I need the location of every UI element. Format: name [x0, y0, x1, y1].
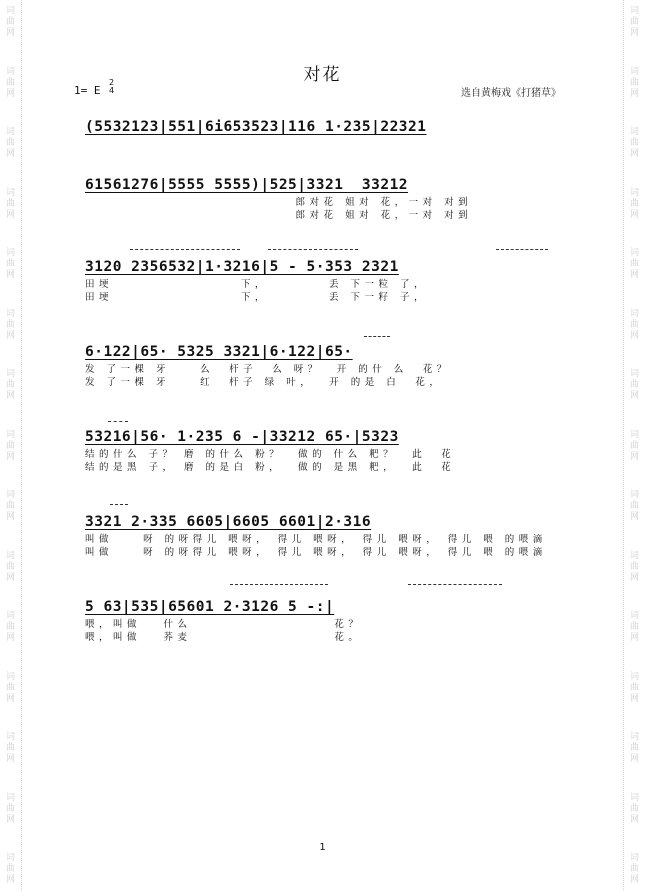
- key-signature: 1= E: [74, 84, 101, 97]
- lyric-verse-2: 结的是黑 子， 磨 的是白 粉， 做的 是黑 粑， 此 花: [85, 462, 456, 473]
- watermark-char: 网: [5, 512, 15, 522]
- watermark-char: 曲: [5, 198, 15, 209]
- slur-mark: [364, 336, 390, 337]
- lyric-verse-1: 发 了一棵 牙 么 杆子 么 呀？ 开 的什 么 花？: [85, 364, 451, 375]
- watermark-char: 网: [629, 149, 639, 159]
- watermark-unit: [624, 490, 645, 522]
- watermark-char: 曲: [629, 138, 639, 148]
- watermark-char: 词: [5, 6, 15, 16]
- watermark-char: 曲: [5, 803, 15, 814]
- watermark-char: 词: [629, 187, 639, 198]
- watermark-char: 词: [629, 732, 639, 742]
- watermark-unit: [0, 611, 21, 643]
- watermark-char: 词: [5, 732, 15, 742]
- watermark-char: 曲: [629, 259, 639, 269]
- staff-system-4: [85, 341, 570, 389]
- slur-mark: [268, 249, 358, 250]
- watermark-unit: [0, 853, 21, 885]
- watermark-char: 词: [5, 187, 15, 198]
- watermark-char: 网: [5, 572, 15, 583]
- watermark-char: 网: [5, 754, 15, 764]
- watermark-char: 曲: [629, 864, 639, 874]
- watermark-unit: [624, 853, 645, 885]
- watermark-unit: [0, 248, 21, 280]
- lyric-verse-1: 叫做 呀 的呀得儿 喂呀， 得儿 喂呀， 得儿 喂呀， 得儿 喂 的喂滴: [85, 534, 547, 545]
- watermark-char: 曲: [629, 198, 639, 209]
- watermark-char: 曲: [5, 743, 15, 753]
- watermark-char: 词: [5, 127, 15, 137]
- watermark-char: 网: [5, 875, 15, 885]
- watermark-char: 曲: [629, 501, 639, 511]
- watermark-char: 网: [5, 149, 15, 159]
- lyric-verse-1: 结的什么 子？ 磨 的什么 粉？ 做的 什么 粑？ 此 花: [85, 449, 456, 460]
- notation-line: 3120 2356532|1·3216|5 - 5·353 2321: [85, 259, 399, 275]
- notation-line: 3321 2·335 6605|6605 6601|2·316: [85, 514, 372, 530]
- watermark-char: 曲: [5, 561, 15, 572]
- watermark-unit: [624, 611, 645, 643]
- slur-mark: [110, 504, 128, 505]
- notation-line: 61561276|5555 5555)|525|3321 33212: [85, 177, 409, 193]
- song-title: 对花: [303, 65, 342, 85]
- watermark-unit: [0, 490, 21, 522]
- watermark-unit: [624, 430, 645, 462]
- watermark-char: 网: [629, 209, 639, 220]
- watermark-char: 网: [5, 633, 15, 643]
- watermark-char: 曲: [629, 682, 639, 693]
- watermark-char: 曲: [629, 380, 639, 390]
- watermark-unit: [0, 127, 21, 159]
- watermark-unit: [624, 127, 645, 159]
- watermark-char: 词: [629, 429, 639, 440]
- watermark-char: 网: [5, 28, 15, 38]
- slur-mark: [408, 584, 502, 585]
- page-number: 1: [319, 842, 326, 853]
- watermark-char: 词: [5, 671, 15, 682]
- watermark-char: 词: [5, 490, 15, 500]
- notation-line: 6·122|65· 5325 3321|6·122|65·: [85, 344, 353, 360]
- watermark-char: 网: [5, 693, 15, 704]
- time-signature-bottom: 4: [109, 86, 115, 95]
- staff-system-2: [85, 174, 570, 222]
- watermark-char: 曲: [629, 77, 639, 88]
- watermark-char: 曲: [5, 17, 15, 27]
- lyric-verse-2: 发 了一棵 牙 红 杆子 绿 叶， 开 的是 白 花，: [85, 377, 444, 388]
- watermark-char: 词: [629, 671, 639, 682]
- watermark-char: 网: [629, 633, 639, 643]
- lyric-verse-1: 喂，叫做 什么 花？: [85, 619, 363, 630]
- source-note: 选自黄梅戏《打猪草》: [461, 88, 561, 99]
- lyric-verse-2: 郎对花 姐对 花，一对 对到: [85, 210, 473, 221]
- watermark-char: 网: [629, 270, 639, 280]
- watermark-char: 网: [629, 875, 639, 885]
- watermark-char: 曲: [629, 622, 639, 632]
- watermark-unit: [624, 369, 645, 401]
- watermark-char: 词: [629, 308, 639, 319]
- watermark-char: 词: [629, 369, 639, 379]
- watermark-char: 曲: [5, 440, 15, 451]
- watermark-char: 词: [629, 6, 639, 16]
- watermark-char: 曲: [5, 682, 15, 693]
- watermark-unit: [624, 732, 645, 764]
- watermark-char: 网: [629, 88, 639, 99]
- watermark-char: 曲: [629, 561, 639, 572]
- watermark-char: 词: [629, 550, 639, 561]
- watermark-char: 词: [629, 127, 639, 137]
- watermark-char: 词: [5, 429, 15, 440]
- watermark-char: 词: [5, 248, 15, 258]
- watermark-unit: [0, 672, 21, 704]
- watermark-unit: [0, 732, 21, 764]
- watermark-char: 网: [629, 512, 639, 522]
- watermark-char: 词: [629, 66, 639, 77]
- watermark-char: 词: [5, 792, 15, 803]
- watermark-char: 词: [5, 66, 15, 77]
- watermark-char: 网: [629, 451, 639, 462]
- watermark-char: 网: [5, 814, 15, 825]
- watermark-unit: [0, 188, 21, 220]
- watermark-unit: [0, 309, 21, 341]
- staff-system-6: [85, 511, 570, 559]
- watermark-char: 网: [5, 391, 15, 401]
- watermark-char: 网: [5, 88, 15, 99]
- watermark-unit: [0, 793, 21, 825]
- watermark-unit: [624, 6, 645, 38]
- watermark-char: 网: [5, 209, 15, 220]
- slur-mark: [130, 249, 240, 250]
- watermark-char: 词: [629, 611, 639, 621]
- watermark-unit: [0, 6, 21, 38]
- watermark-char: 曲: [629, 440, 639, 451]
- lyric-verse-2: 叫做 呀 的呀得儿 喂呀， 得儿 喂呀， 得儿 喂呀， 得儿 喂 的喂滴: [85, 547, 547, 558]
- staff-system-3: [85, 256, 570, 304]
- slur-mark: [230, 584, 328, 585]
- watermark-unit: [0, 369, 21, 401]
- watermark-char: 网: [629, 693, 639, 704]
- lyric-verse-1: 郎对花 姐对 花，一对 对到: [85, 197, 473, 208]
- watermark-char: 曲: [629, 17, 639, 27]
- watermark-char: 曲: [5, 501, 15, 511]
- time-signature-top: 2: [109, 78, 115, 87]
- watermark-char: 曲: [5, 138, 15, 148]
- right-watermark-strip: [623, 0, 645, 891]
- left-watermark-strip: [0, 0, 22, 891]
- watermark-char: 词: [629, 490, 639, 500]
- watermark-char: 曲: [5, 380, 15, 390]
- watermark-char: 网: [629, 330, 639, 341]
- watermark-char: 曲: [629, 319, 639, 330]
- staff-system-1: [85, 116, 570, 138]
- watermark-unit: [0, 430, 21, 462]
- watermark-unit: [624, 309, 645, 341]
- watermark-char: 曲: [5, 622, 15, 632]
- watermark-char: 网: [5, 270, 15, 280]
- watermark-char: 网: [5, 330, 15, 341]
- watermark-char: 曲: [5, 319, 15, 330]
- watermark-char: 曲: [5, 77, 15, 88]
- watermark-char: 词: [5, 611, 15, 621]
- watermark-unit: [624, 248, 645, 280]
- lyric-verse-2: 喂，叫做 荞麦 花。: [85, 632, 363, 643]
- notation-line: 53216|56· 1·235 6 -|33212 65·|5323: [85, 429, 399, 445]
- watermark-unit: [624, 672, 645, 704]
- notation-line: 5 63|535|65601 2·3126 5 -:|: [85, 599, 335, 615]
- lyric-verse-2: 田埂 下， 丢 下一籽 子，: [85, 292, 429, 303]
- watermark-char: 曲: [5, 259, 15, 269]
- watermark-char: 词: [629, 248, 639, 258]
- watermark-char: 词: [5, 308, 15, 319]
- watermark-char: 词: [629, 853, 639, 863]
- watermark-unit: [624, 188, 645, 220]
- slur-mark: [108, 421, 128, 422]
- watermark-char: 词: [629, 792, 639, 803]
- watermark-unit: [624, 793, 645, 825]
- staff-system-5: [85, 426, 570, 474]
- slur-mark: [496, 249, 548, 250]
- staff-system-7: [85, 596, 570, 644]
- watermark-char: 曲: [629, 803, 639, 814]
- watermark-char: 网: [629, 572, 639, 583]
- watermark-char: 网: [629, 754, 639, 764]
- notation-line: (5532123|551|6i653523|116 1·235|22321: [85, 119, 427, 135]
- lyric-verse-1: 田埂 下， 丢 下一粒 了，: [85, 279, 429, 290]
- watermark-unit: [0, 551, 21, 583]
- watermark-char: 曲: [629, 743, 639, 753]
- watermark-char: 网: [629, 28, 639, 38]
- time-signature: [109, 79, 114, 95]
- watermark-char: 网: [629, 391, 639, 401]
- watermark-unit: [624, 551, 645, 583]
- watermark-char: 曲: [5, 864, 15, 874]
- watermark-char: 网: [629, 814, 639, 825]
- watermark-char: 词: [5, 369, 15, 379]
- watermark-char: 词: [5, 550, 15, 561]
- watermark-char: 网: [5, 451, 15, 462]
- watermark-char: 词: [5, 853, 15, 863]
